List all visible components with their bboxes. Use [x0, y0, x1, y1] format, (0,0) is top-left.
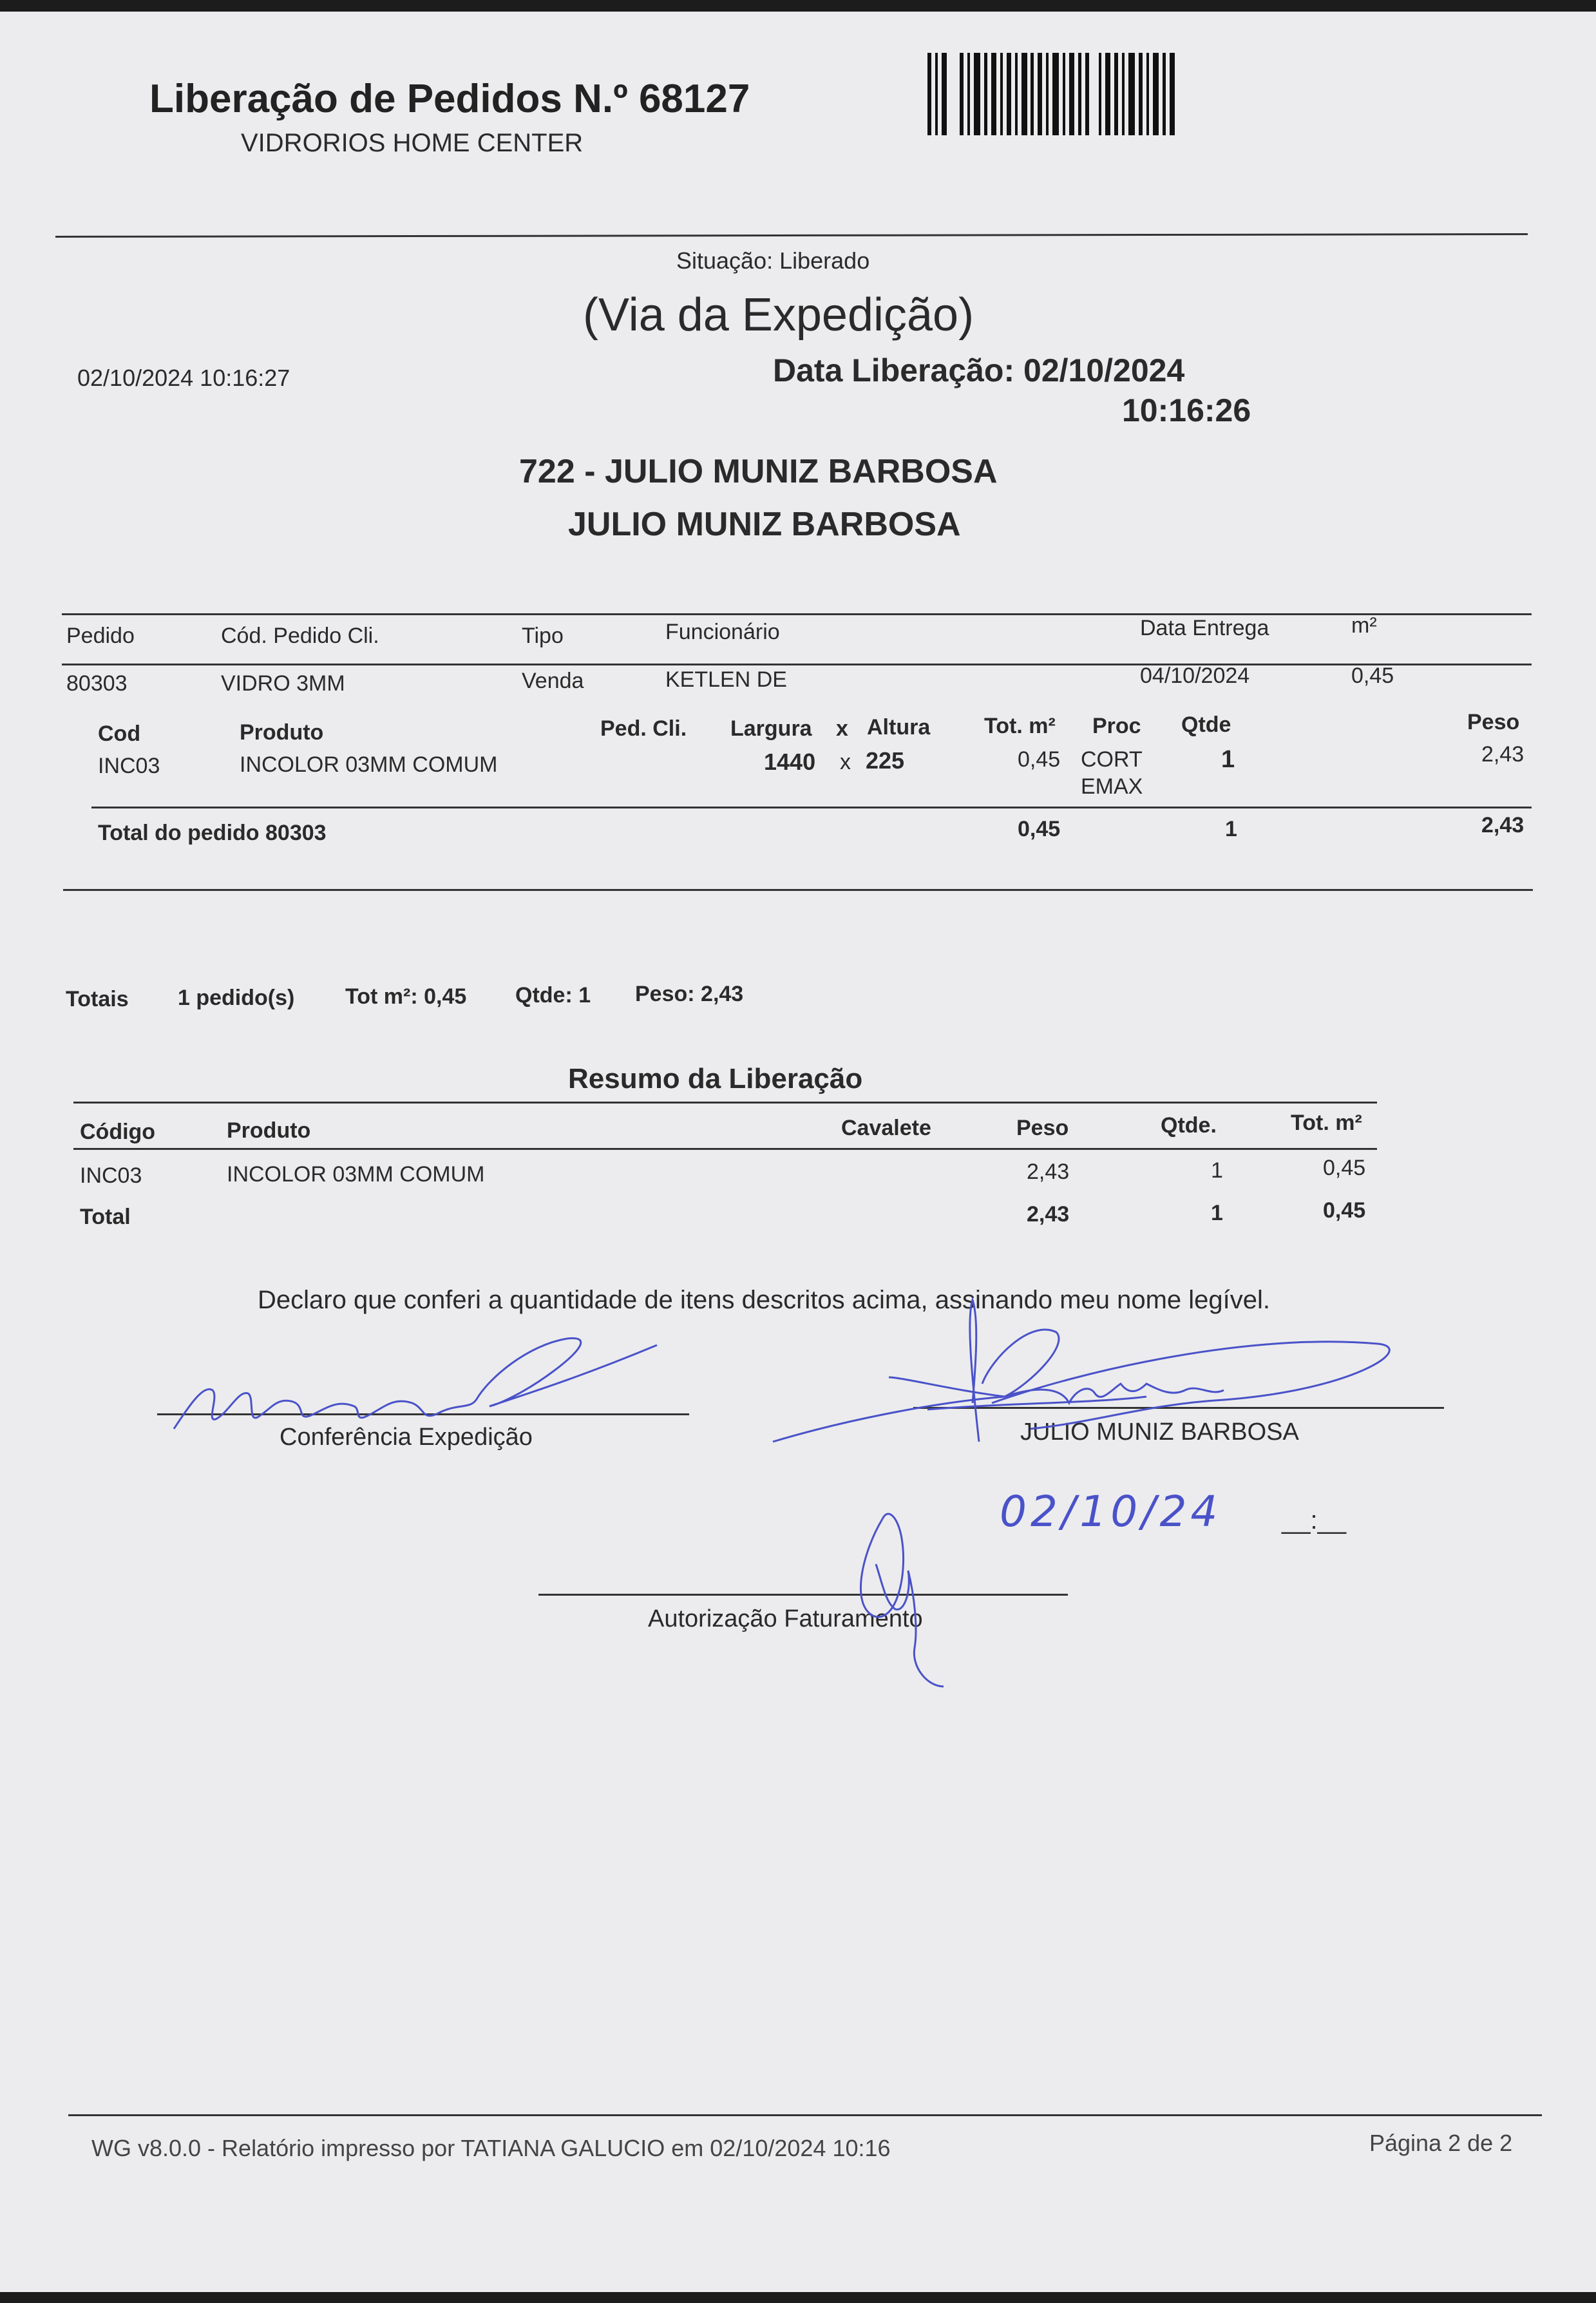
header-divider [55, 233, 1528, 238]
totals-label: Totais [66, 987, 129, 1011]
item-proc-cort: CORT [1081, 747, 1143, 772]
faturamento-label: Autorização Faturamento [648, 1605, 923, 1632]
item-produto: INCOLOR 03MM COMUM [240, 752, 498, 777]
item-qtde: 1 [1221, 746, 1235, 773]
summary-header-codigo: Código [80, 1120, 156, 1144]
col-header-funcionario: Funcionário [665, 620, 780, 644]
summary-total-label: Total [80, 1205, 131, 1229]
summary-codigo: INC03 [80, 1163, 142, 1188]
summary-header-tot-m2: Tot. m² [1291, 1111, 1362, 1135]
col-header-m2: m² [1351, 613, 1377, 638]
printed-timestamp: 02/10/2024 10:16:27 [77, 365, 290, 391]
item-header-cod: Cod [98, 721, 141, 746]
order-table-bottom-rule [63, 889, 1533, 891]
totals-pedidos: 1 pedido(s) [178, 986, 295, 1010]
item-tot-m2: 0,45 [1018, 747, 1061, 772]
item-total-rule [91, 807, 1532, 808]
item-header-produto: Produto [240, 720, 324, 745]
summary-tot-m2: 0,45 [1323, 1156, 1366, 1180]
item-largura: 1440 [764, 749, 816, 775]
summary-title: Resumo da Liberação [568, 1063, 863, 1094]
client-signature-name: JULIO MUNIZ BARBOSA [1020, 1419, 1299, 1446]
item-header-largura: Largura [730, 716, 812, 741]
footer-rule [68, 2114, 1542, 2116]
order-table-header-rule [62, 664, 1532, 665]
copy-title: (Via da Expedição) [583, 289, 974, 341]
summary-total-m2: 0,45 [1323, 1198, 1366, 1223]
item-header-qtde: Qtde [1181, 712, 1231, 737]
expedicao-signature [167, 1332, 670, 1442]
client-code-name: 722 - JULIO MUNIZ BARBOSA [519, 453, 998, 490]
faturamento-signature-line [538, 1594, 1068, 1596]
client-name: JULIO MUNIZ BARBOSA [568, 506, 961, 543]
order-total-label: Total do pedido 80303 [98, 821, 327, 845]
expedicao-label: Conferência Expedição [280, 1424, 533, 1451]
summary-top-rule [73, 1102, 1377, 1104]
order-total-qtde: 1 [1225, 817, 1237, 841]
item-header-altura: Altura [867, 715, 931, 740]
summary-header-cavalete: Cavalete [841, 1116, 931, 1140]
order-cod-pedido-cli: VIDRO 3MM [221, 671, 345, 696]
order-m2: 0,45 [1351, 664, 1394, 688]
col-header-data-entrega: Data Entrega [1140, 616, 1269, 640]
client-signature [760, 1294, 1417, 1487]
totals-peso: Peso: 2,43 [635, 982, 744, 1006]
item-header-peso: Peso [1467, 710, 1520, 734]
document-title: Liberação de Pedidos N.º 68127 [149, 77, 750, 121]
summary-peso: 2,43 [1027, 1160, 1070, 1184]
item-cod: INC03 [98, 754, 160, 778]
order-total-m2: 0,45 [1018, 817, 1061, 841]
faturamento-signature [837, 1500, 966, 1693]
item-peso: 2,43 [1481, 742, 1525, 767]
handwritten-date: 02/10/24 [1000, 1487, 1222, 1536]
order-funcionario: KETLEN DE [665, 667, 787, 692]
item-header-x: x [836, 716, 848, 741]
release-date: Data Liberação: 02/10/2024 [773, 352, 1185, 388]
item-header-ped-cli: Ped. Cli. [600, 716, 687, 741]
summary-header-produto: Produto [227, 1118, 311, 1143]
status-text: Situação: Liberado [676, 247, 870, 274]
order-total-peso: 2,43 [1481, 813, 1525, 837]
summary-header-peso: Peso [1016, 1116, 1069, 1140]
time-blank: __:__ [1282, 1506, 1347, 1534]
company-name: VIDRORIOS HOME CENTER [241, 129, 584, 157]
summary-produto: INCOLOR 03MM COMUM [227, 1162, 485, 1187]
item-header-proc: Proc [1092, 714, 1141, 738]
item-proc-emax: EMAX [1081, 774, 1143, 799]
footer-page-number: Página 2 de 2 [1369, 2130, 1513, 2156]
order-pedido: 80303 [66, 671, 128, 696]
col-header-pedido: Pedido [66, 624, 135, 648]
summary-qtde: 1 [1211, 1158, 1223, 1183]
item-altura: 225 [866, 747, 905, 774]
totals-qtde: Qtde: 1 [515, 983, 591, 1008]
declaration-text: Declaro que conferi a quantidade de itens descritos acima, assinando meu nome legível. [258, 1286, 1271, 1314]
order-data-entrega: 04/10/2024 [1140, 664, 1250, 688]
footer-print-info: WG v8.0.0 - Relatório impresso por TATIANA GALUCIO em 02/10/2024 10:16 [91, 2135, 891, 2161]
barcode [927, 53, 1185, 137]
release-time: 10:16:26 [1122, 392, 1251, 428]
document-page [0, 12, 1596, 2292]
col-header-cod-pedido-cli: Cód. Pedido Cli. [221, 624, 379, 648]
order-tipo: Venda [522, 669, 584, 693]
summary-total-peso: 2,43 [1027, 1202, 1070, 1227]
totals-m2: Tot m²: 0,45 [345, 984, 467, 1009]
summary-header-qtde: Qtde. [1161, 1113, 1217, 1138]
order-table-top-rule [62, 613, 1532, 615]
summary-total-qtde: 1 [1211, 1201, 1223, 1225]
item-header-tot-m2: Tot. m² [984, 714, 1056, 738]
item-x: x [840, 750, 851, 774]
summary-header-rule [73, 1148, 1377, 1150]
col-header-tipo: Tipo [522, 624, 564, 648]
